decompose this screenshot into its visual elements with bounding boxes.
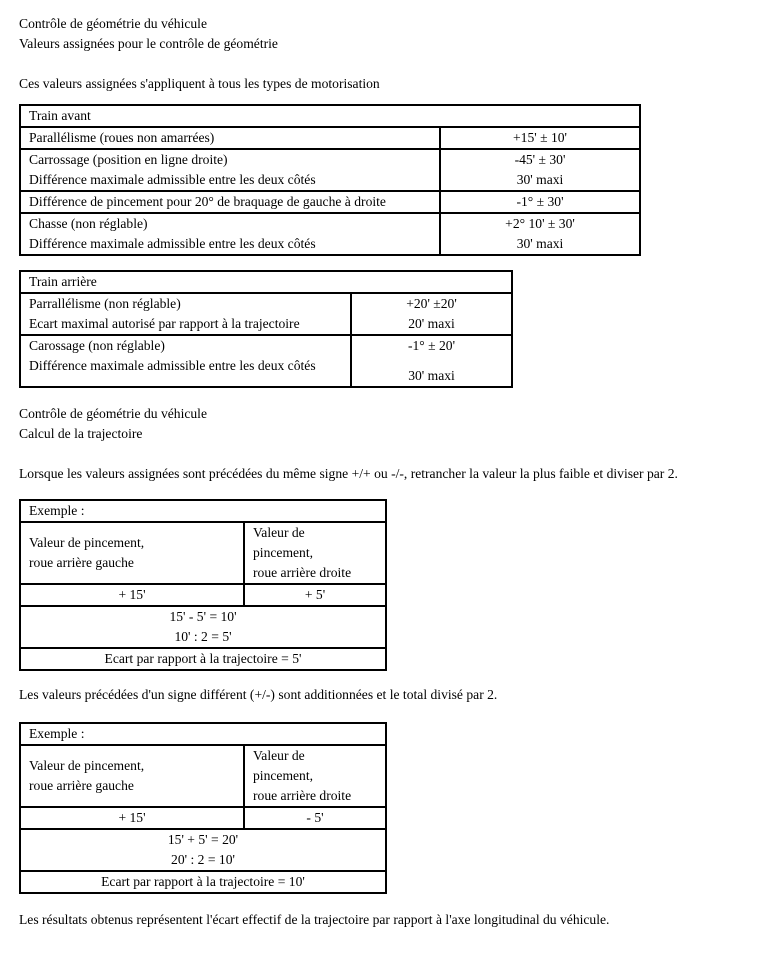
left-wheel-value: + 15'	[20, 807, 244, 829]
table-header: Train arrière	[20, 271, 512, 293]
rule-different-sign: Les valeurs précédées d'un signe différent (+/-) sont additionnées et le total divisé par 2.	[19, 687, 498, 702]
section-subtitle: Calcul de la trajectoire	[19, 426, 143, 441]
front-axle-table	[19, 104, 641, 256]
table-header: Train avant	[20, 105, 640, 127]
left-wheel-value: + 15'	[20, 584, 244, 606]
row-value: +2° 10' ± 30'	[505, 216, 575, 231]
right-wheel-header: Valeur de pincement, roue arrière droite	[244, 522, 386, 584]
table-row	[20, 807, 386, 829]
right-wheel-value: - 5'	[244, 807, 386, 829]
table-row	[20, 213, 640, 255]
row-value: 30' maxi	[408, 368, 455, 383]
row-label: Différence maximale admissible entre les deux côtés	[29, 172, 316, 187]
right-wheel-value: + 5'	[244, 584, 386, 606]
calc-line: 15' + 5' = 20'	[167, 832, 239, 847]
table-row	[20, 584, 386, 606]
conclusion: Les résultats obtenus représentent l'écart effectif de la trajectoire par rapport à l'axe longitudinal du véhicule.	[19, 912, 610, 927]
table-row	[20, 648, 386, 670]
table-row	[20, 522, 386, 584]
row-value: -1° ± 30'	[440, 191, 640, 213]
doc-subtitle: Valeurs assignées pour le contrôle de géométrie	[19, 36, 278, 51]
row-label: Parrallélisme (non réglable)	[29, 296, 181, 311]
calc-line: 10' : 2 = 5'	[174, 629, 232, 644]
result: Ecart par rapport à la trajectoire = 10'	[20, 871, 386, 893]
row-label: Différence de pincement pour 20° de braquage de gauche à droite	[20, 191, 440, 213]
left-wheel-header: Valeur de pincement, roue arrière gauche	[20, 745, 244, 807]
row-label: Chasse (non réglable)	[29, 216, 148, 231]
row-label: Ecart maximal autorisé par rapport à la trajectoire	[29, 316, 300, 331]
table-row	[20, 293, 512, 335]
row-value: -45' ± 30'	[514, 152, 566, 167]
row-value: 30' maxi	[516, 172, 564, 187]
calc-line: 15' - 5' = 10'	[169, 609, 237, 624]
example-table	[19, 499, 387, 671]
left-wheel-header: Valeur de pincement, roue arrière gauche	[20, 522, 244, 584]
row-value: 30' maxi	[516, 236, 564, 251]
table-row	[20, 149, 640, 191]
rear-axle-table	[19, 270, 513, 388]
calc-line: 20' : 2 = 10'	[171, 852, 235, 867]
table-row	[20, 335, 512, 387]
table-row	[20, 127, 640, 149]
result: Ecart par rapport à la trajectoire = 5'	[20, 648, 386, 670]
example-table	[19, 722, 387, 894]
row-label: Différence maximale admissible entre les deux côtés	[29, 358, 316, 373]
table-header: Exemple :	[20, 723, 386, 745]
row-label: Parallélisme (roues non amarrées)	[20, 127, 440, 149]
right-wheel-header: Valeur de pincement, roue arrière droite	[244, 745, 386, 807]
row-label: Différence maximale admissible entre les deux côtés	[29, 236, 316, 251]
table-header: Exemple :	[20, 500, 386, 522]
table-row	[20, 871, 386, 893]
rule-same-sign: Lorsque les valeurs assignées sont précédées du même signe +/+ ou -/-, retrancher la valeur la plus faible et diviser par 2.	[19, 466, 678, 481]
table-row	[20, 606, 386, 648]
row-label: Carrossage (position en ligne droite)	[29, 152, 228, 167]
row-label: Carossage (non réglable)	[29, 338, 165, 353]
intro-note: Ces valeurs assignées s'appliquent à tous les types de motorisation	[19, 76, 380, 91]
table-row	[20, 829, 386, 871]
document	[19, 14, 754, 930]
row-value: +20' ±20'	[406, 296, 457, 311]
row-value: +15' ± 10'	[440, 127, 640, 149]
section-title: Contrôle de géométrie du véhicule	[19, 406, 207, 421]
doc-title: Contrôle de géométrie du véhicule	[19, 16, 207, 31]
table-row	[20, 745, 386, 807]
row-value: -1° ± 20'	[407, 338, 456, 353]
table-row	[20, 191, 640, 213]
row-value: 20' maxi	[408, 316, 455, 331]
